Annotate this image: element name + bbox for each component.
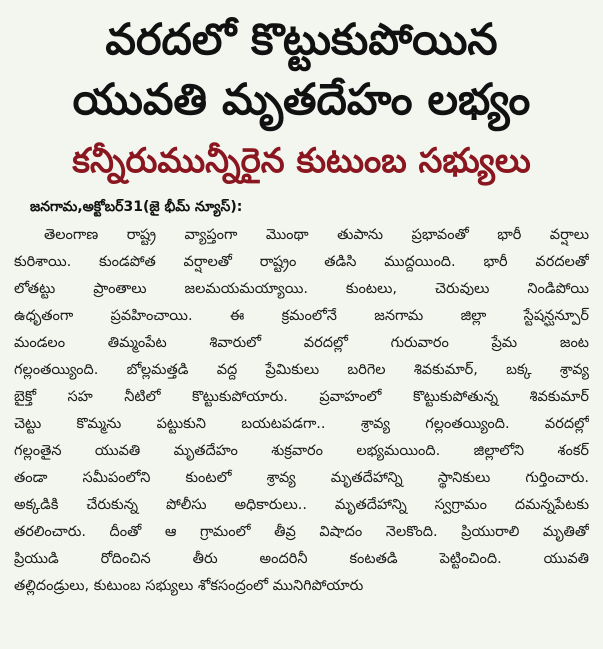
article-body-line: మండలం తిమ్మంపేట శివారులో వరదల్లో గురువారం ప్రేమ జంట: [14, 335, 589, 351]
headline-line-1: వరదలో కొట్టుకుపోయిన: [105, 15, 498, 65]
article-body-line: చెట్టు కొమ్మను పట్టుకుని బయటపడగా.. శ్రావ్య గల్లంతయ్యింది. వరదల్లో: [14, 416, 589, 432]
headline: [14, 10, 589, 130]
article-body-line: గల్లంతైన యువతి మృతదేహం శుక్రవారం లభ్యమయింది. జిల్లాలోని శంకర్: [14, 443, 589, 459]
article-body-line: అక్కడికి చేరుకున్న పోలీసు అధికారులు.. మృతదేహాన్ని స్వగ్రామం దమన్నపేటకు: [14, 497, 589, 513]
article-body-line: బైక్తో సహ నీటిలో కొట్టుకుపోయారు. ప్రవాహంలో కొట్టుకుపోతున్న శివకుమార్: [14, 389, 589, 405]
article-body-line: తల్లిదండ్రులు, కుటుంబ సభ్యులు శోకసంద్రంలో మునిగిపోయారు: [14, 578, 364, 594]
article-body-line: తరలించారు. దీంతో ఆ గ్రామంలో తీవ్ర విషాదం నెలకొంది. ప్రియురాలి మృతితో: [14, 524, 589, 540]
article-body-line: ఉధృతంగా ప్రవహించాయి. ఈ క్రమంలోనే జనగామ జిల్లా స్టేషన్ఘన్పూర్: [14, 308, 589, 324]
article-body-line: గల్లంతయ్యింది. బోల్లమత్తడి వద్ద ప్రేమికులు బరిగెల శివకుమార్, బక్క శ్రావ్య: [14, 362, 589, 378]
article-body-line: లోతట్టు ప్రాంతాలు జలమయమయ్యాయి. కుంటలు, చెరువులు నిండిపోయి: [14, 281, 589, 297]
article-body: [14, 222, 589, 600]
subheadline: కన్నీరుమున్నీరైన కుటుంబ సభ్యులు: [72, 141, 531, 181]
article-body-line: తండా సమీపంలోని కుంటలో శ్రావ్య మృతదేహాన్ని స్థానికులు గుర్తించారు.: [14, 470, 589, 486]
article-body-line: కురిశాయి. కుండపోత వర్షాలతో రాష్ట్రం తడిసి ముద్దయింది. భారీ వరదలతో: [14, 254, 589, 270]
dateline: జనగామ,అక్టోబర్31(జై భీమ్ న్యూస్):: [30, 199, 243, 215]
headline-line-2: యువతి మృతదేహం లభ్యం: [72, 75, 531, 125]
article-body-line: ప్రియుడి రోదించిన తీరు అందరినీ కంటతడి పెట్టించింది. యువతి: [14, 551, 589, 567]
article-body-line: తెలంగాణ రాష్ట్ర వ్యాప్తంగా మొంథా తుపాను ప్రభావంతో భారీ వర్షాలు: [44, 227, 589, 243]
